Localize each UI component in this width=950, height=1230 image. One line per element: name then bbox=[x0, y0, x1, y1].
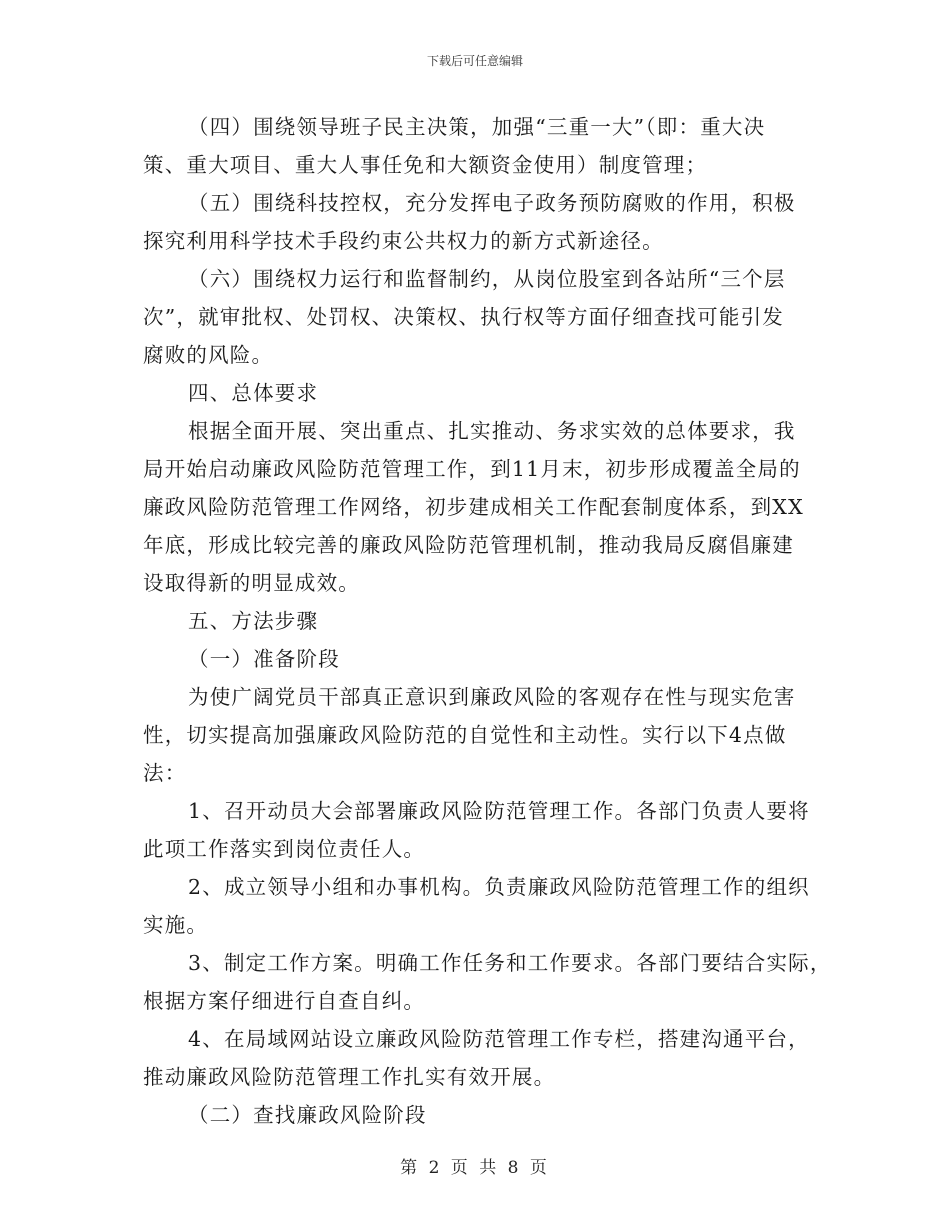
text-line: （六）围绕权力运行和监督制约，从岗位股室到各站所“三个层 bbox=[188, 267, 786, 291]
page-footer: 第 2 页 共 8 页 bbox=[400, 1158, 550, 1178]
text-line: 腐败的风险。 bbox=[143, 343, 274, 367]
text-line: 1、召开动员大会部署廉政风险防范管理工作。各部门负责人要将 bbox=[188, 799, 810, 823]
text-line: 根据方案仔细进行自查自纠。 bbox=[143, 989, 426, 1013]
text-line: 次”，就审批权、处罚权、决策权、执行权等方面仔细查找可能引发 bbox=[143, 305, 784, 329]
text-line: （二）查找廉政风险阶段 bbox=[188, 1103, 427, 1127]
page-header: 下载后可任意编辑 bbox=[426, 54, 523, 68]
text-line: 设取得新的明显成效。 bbox=[143, 571, 360, 595]
text-line: 法： bbox=[143, 761, 187, 785]
text-line: 4、在局域网站设立廉政风险防范管理工作专栏，搭建沟通平台， bbox=[188, 1027, 810, 1051]
text-line: 年底，形成比较完善的廉政风险防范管理机制，推动我局反腐倡廉建 bbox=[143, 533, 794, 557]
text-line: 探究利用科学技术手段约束公共权力的新方式新途径。 bbox=[143, 229, 664, 253]
text-line: （四）围绕领导班子民主决策，加强“三重一大”（即：重大决 bbox=[188, 115, 766, 139]
document-body bbox=[143, 108, 832, 1134]
text-line: 根据全面开展、突出重点、扎实推动、务求实效的总体要求，我 bbox=[188, 419, 796, 443]
text-line: 2、成立领导小组和办事机构。负责廉政风险防范管理工作的组织 bbox=[188, 875, 810, 899]
text-line: 局开始启动廉政风险防范管理工作，到11月末，初步形成覆盖全局的 bbox=[143, 457, 801, 481]
text-line: 实施。 bbox=[143, 913, 209, 937]
text-line: 为使广阔党员干部真正意识到廉政风险的客观存在性与现实危害 bbox=[188, 685, 796, 709]
text-line: 推动廉政风险防范管理工作扎实有效开展。 bbox=[143, 1065, 556, 1089]
text-line: 四、总体要求 bbox=[188, 381, 319, 405]
text-line: 策、重大项目、重大人事任免和大额资金使用）制度管理； bbox=[143, 153, 708, 177]
text-line: （一）准备阶段 bbox=[188, 647, 340, 671]
text-line: 性，切实提高加强廉政风险防范的自觉性和主动性。实行以下4点做 bbox=[143, 723, 787, 747]
text-line: （五）围绕科技控权，充分发挥电子政务预防腐败的作用，积极 bbox=[188, 191, 796, 215]
text-line: 廉政风险防范管理工作网络，初步建成相关工作配套制度体系，到XX bbox=[143, 495, 804, 519]
text-line: 此项工作落实到岗位责任人。 bbox=[143, 837, 426, 861]
text-line: 3、制定工作方案。明确工作任务和工作要求。各部门要结合实际， bbox=[188, 951, 832, 975]
text-line: 五、方法步骤 bbox=[188, 609, 319, 633]
